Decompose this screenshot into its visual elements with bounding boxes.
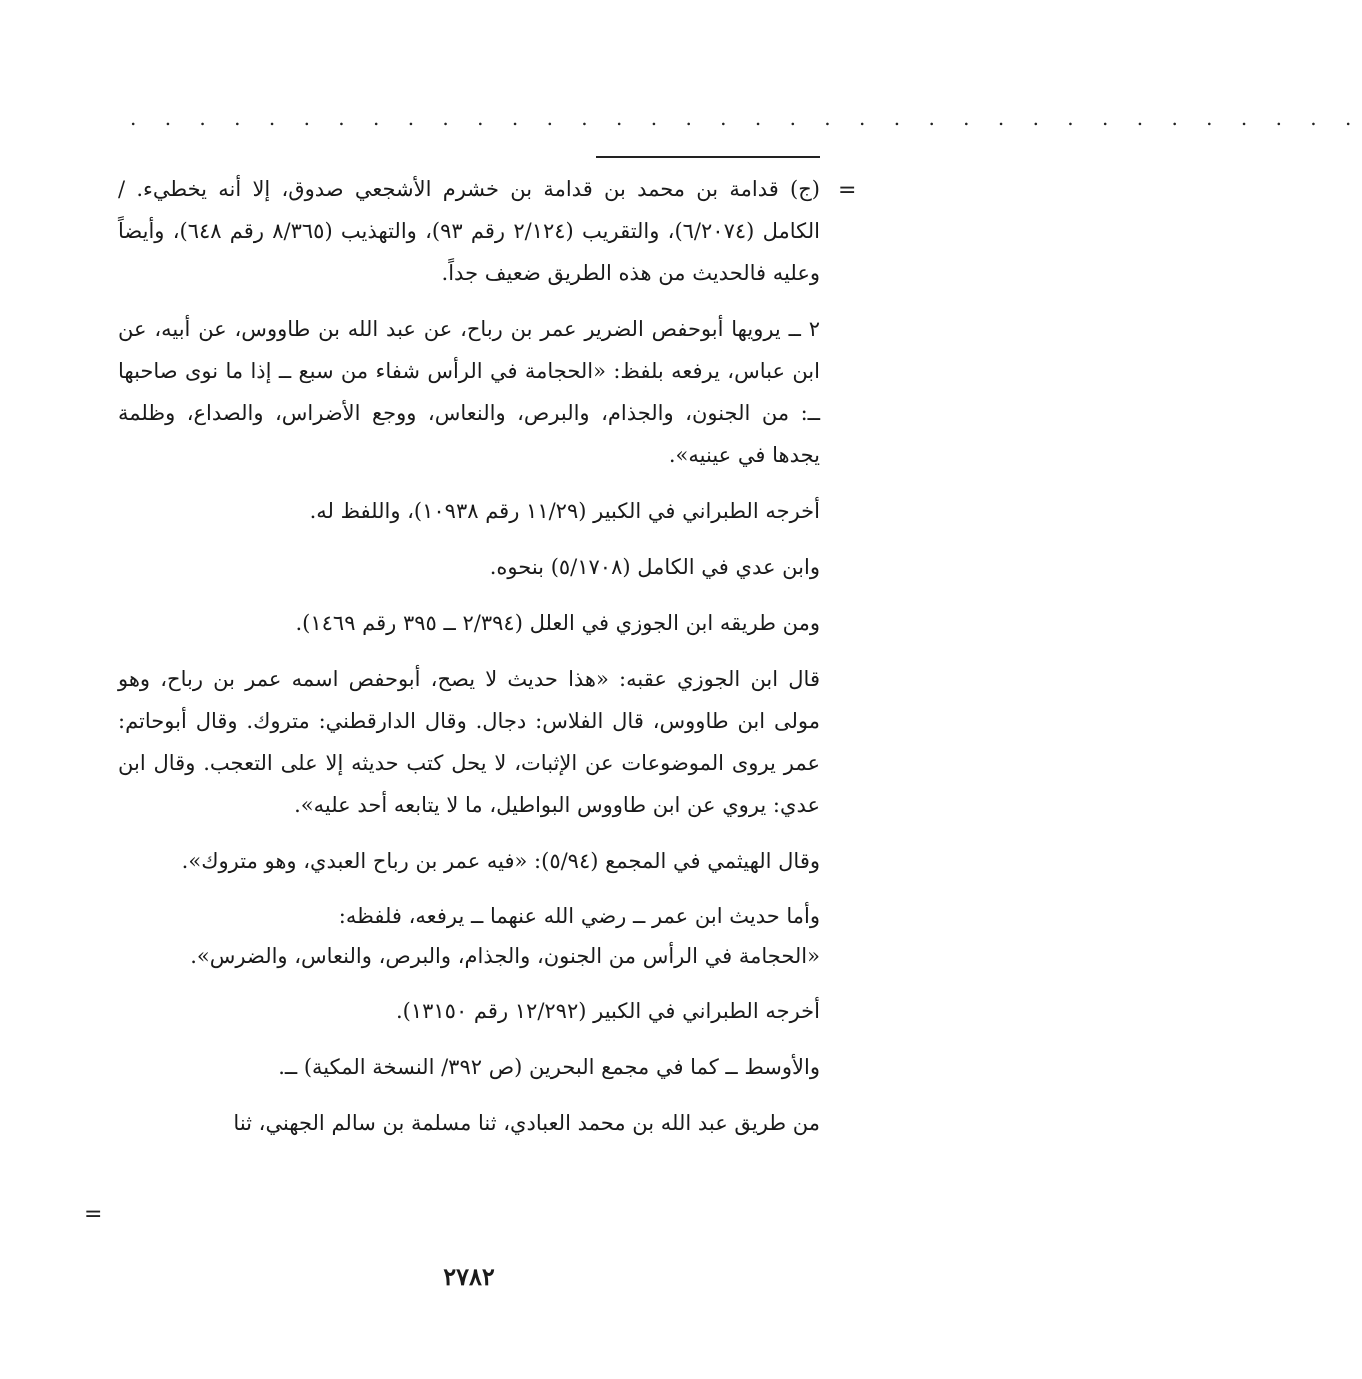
paragraph: ٢ ــ يرويها أبوحفص الضرير عمر بن رباح، عن عبد الله بن طاووس، عن أبيه، عن ابن عباس، يرفعه بلفظ: «الحجامة في الرأس شفاء من سبع ــ إذا ما نوى صاحبها ــ: من الجنون، والجذام، والبرص، والنعاس، ووجع الأضراس، والصداع، وظلمة يجدها في عينيه». [118,317,820,467]
paragraph: وقال الهيثمي في المجمع (٥/٩٤): «فيه عمر بن رباح العبدي، وهو متروك». [181,849,820,873]
paragraph: والأوسط ــ كما في مجمع البحرين (ص ٣٩٢/ النسخة المكية) ــ. [278,1055,820,1079]
footnote-separator-rule [596,156,820,158]
paragraph: (ج) قدامة بن محمد بن قدامة بن خشرم الأشجعي صدوق، إلا أنه يخطيء. / الكامل (٦/٢٠٧٤)، والتقريب (٢/١٢٤ رقم ٩٣)، والتهذيب (٨/٣٦٥ رقم ٦٤٨)، وأيضاً وعليه فالحديث من هذه الطريق ضعيف جداً. [118,177,820,285]
paragraph: «الحجامة في الرأس من الجنون، والجذام، والبرص، والنعاس، والضرس». [190,944,820,968]
paragraph: قال ابن الجوزي عقبه: «هذا حديث لا يصح، أبوحفص اسمه عمر بن رباح، وهو مولى ابن طاووس، قال الفلاس: دجال. وقال الدارقطني: متروك. وقال أبوحاتم: عمر يروى الموضوعات عن الإثبات، لا يحل كتب حديثه إلا على التعجب. وقال ابن عدي: يروي عن ابن طاووس البواطيل، ما لا يتابعه أحد عليه». [118,667,820,817]
paragraph: من طريق عبد الله بن محمد العبادي، ثنا مسلمة بن سالم الجهني، ثنا [233,1111,820,1135]
paragraph: وابن عدي في الكامل (٥/١٧٠٨) بنحوه. [489,555,820,579]
header-dotted-line: . . . . . . . . . . . . . . . . . . . . . . . . . . . . . . . . . . . . [130,106,1362,130]
continuation-mark-top: = [838,178,857,203]
paragraph: أخرجه الطبراني في الكبير (١١/٢٩ رقم ١٠٩٣٨)، واللفظ له. [309,499,820,523]
paragraph: ومن طريقه ابن الجوزي في العلل (٢/٣٩٤ ــ ٣٩٥ رقم ١٤٦٩). [295,611,820,635]
continuation-mark-bottom: = [84,1202,103,1227]
paragraph: وأما حديث ابن عمر ــ رضي الله عنهما ــ يرفعه، فلفظه: [338,904,820,928]
paragraph: أخرجه الطبراني في الكبير (١٢/٢٩٢ رقم ١٣١٥٠). [395,999,820,1023]
page-number: ٢٧٨٢ [443,1262,495,1291]
page-body [118,168,820,1144]
